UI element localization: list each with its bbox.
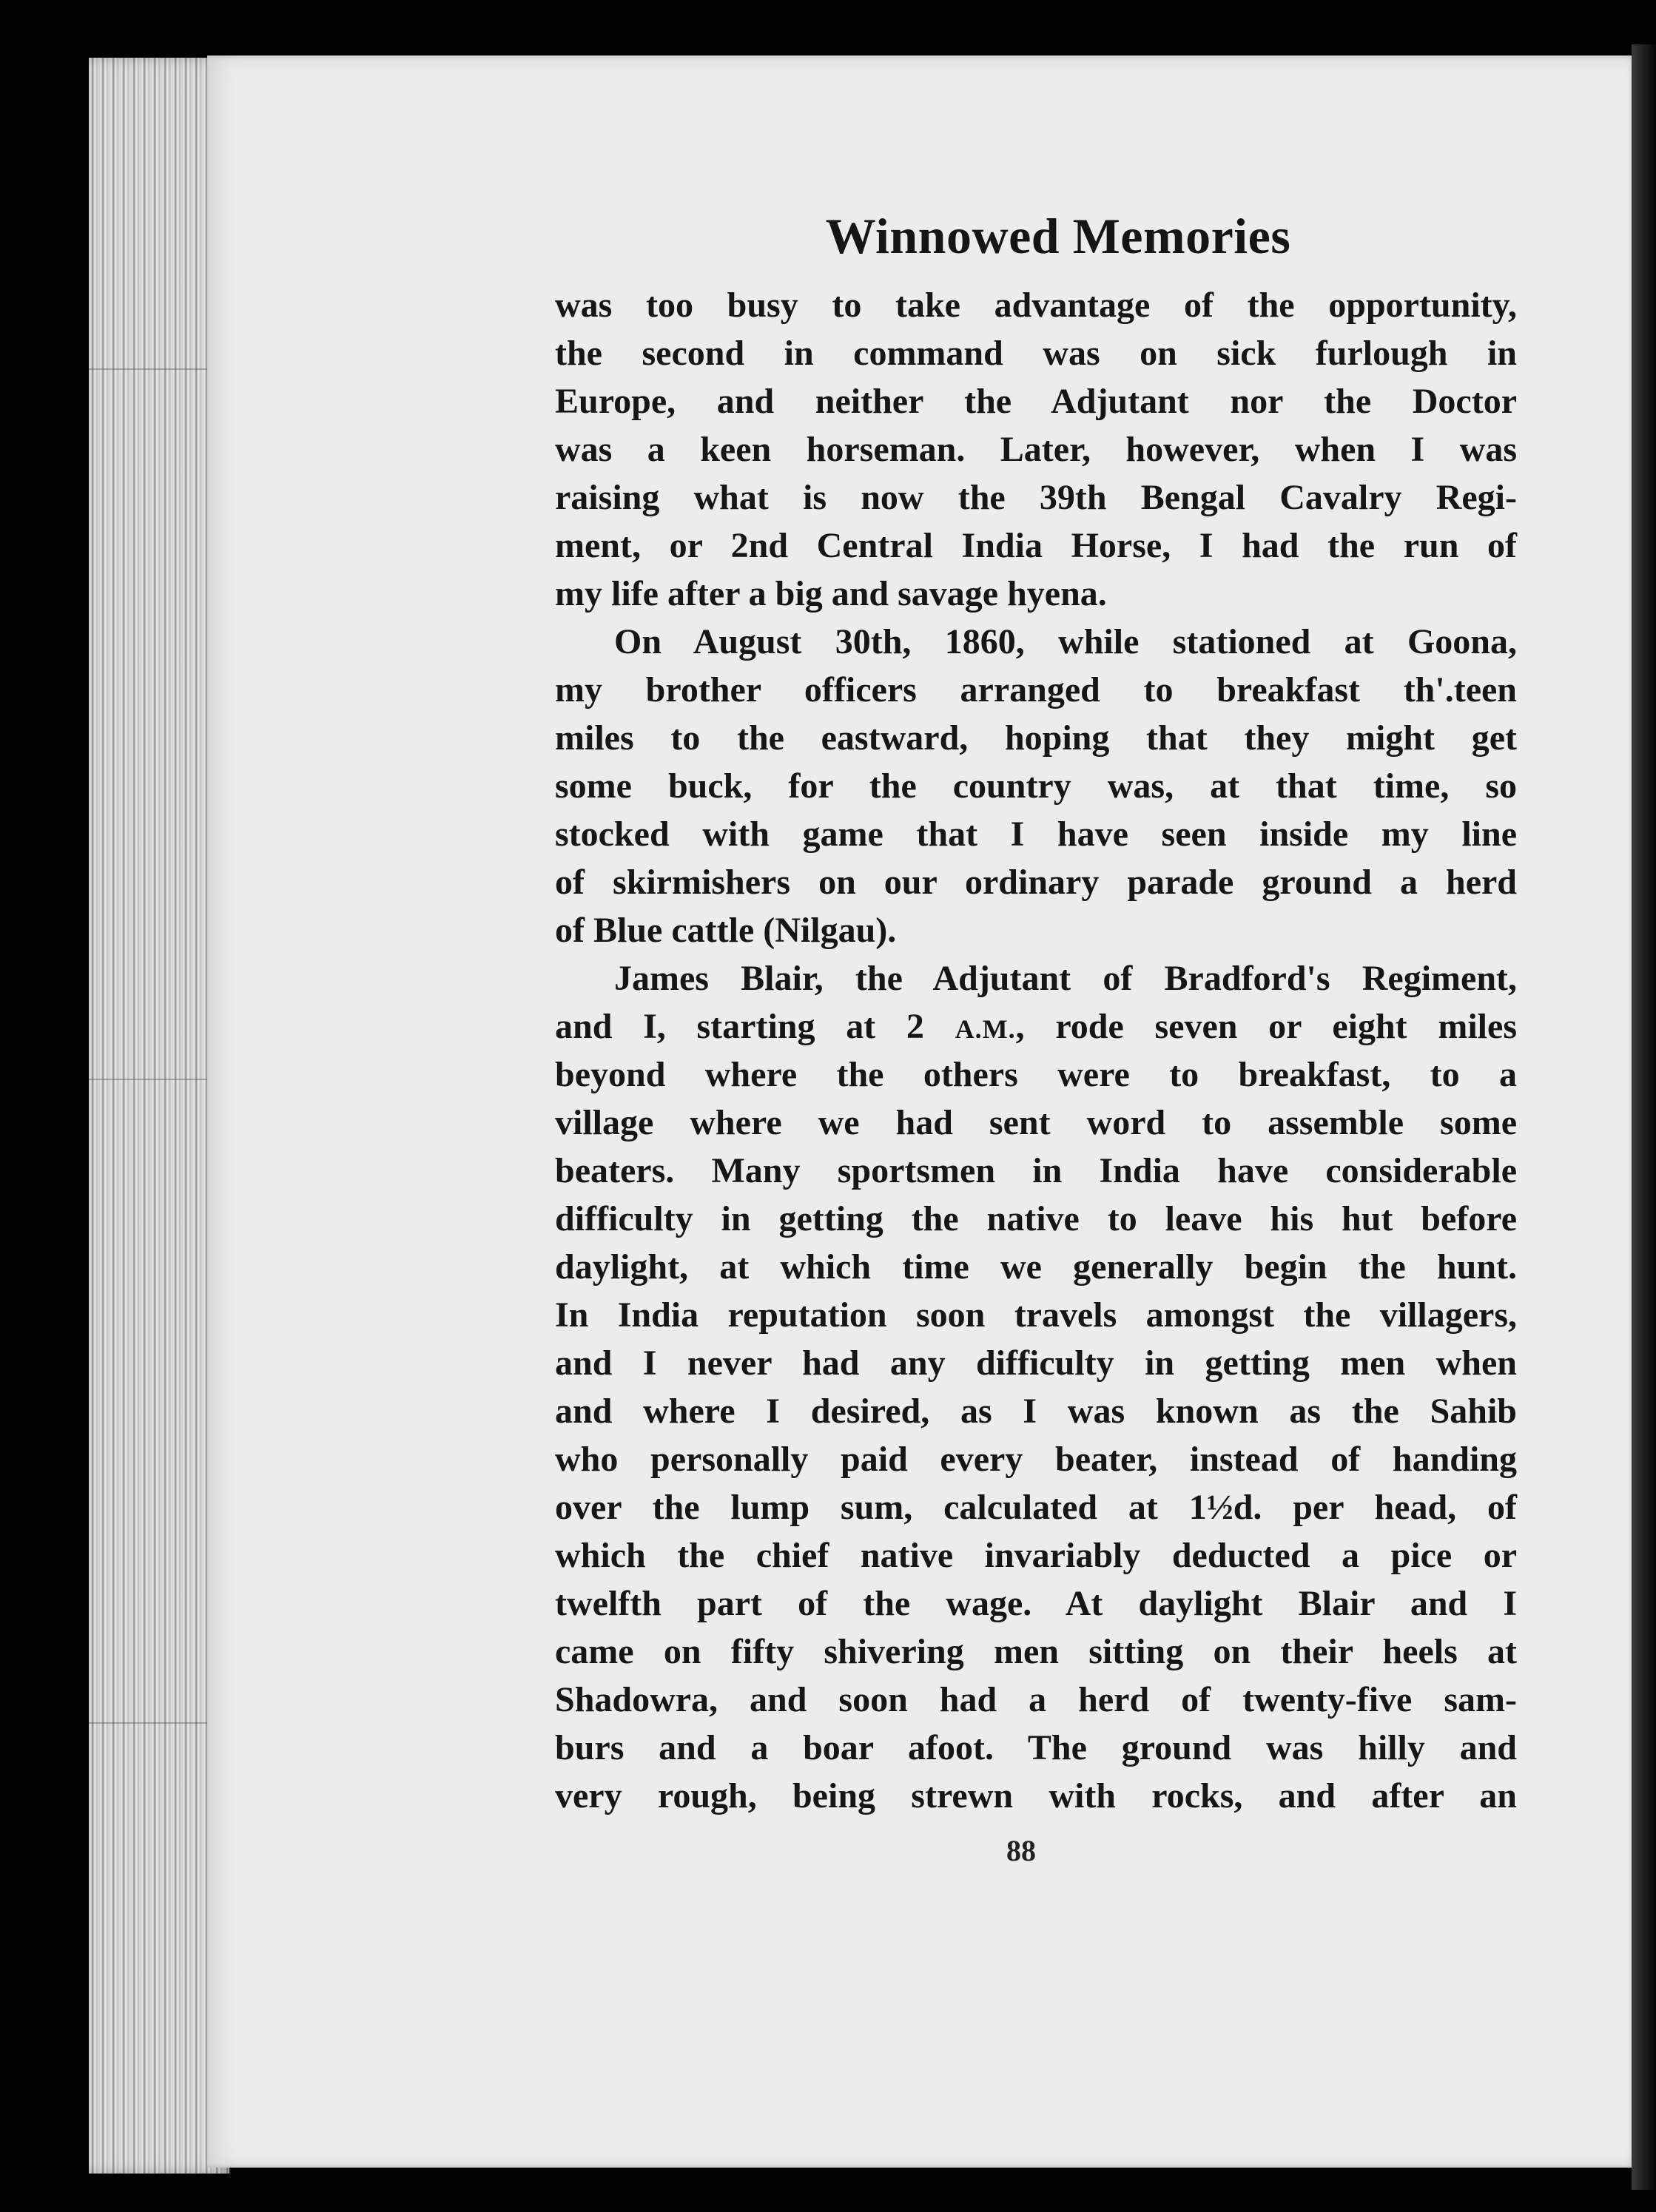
text-line: ment, or 2nd Central India Horse, I had the run of <box>555 526 1517 565</box>
text-line: raising what is now the 39th Bengal Cavalry Regi- <box>555 478 1517 517</box>
text-line: over the lump sum, calculated at 1½d. per head, of <box>555 1488 1517 1527</box>
text-line: On August 30th, 1860, while stationed at Goona, <box>614 622 1517 661</box>
text-line: difficulty in getting the native to leave his hut before <box>555 1199 1517 1238</box>
text-line: was too busy to take advantage of the opportunity, <box>555 286 1517 325</box>
text-line: came on fifty shivering men sitting on their heels at <box>555 1632 1517 1671</box>
text-line: the second in command was on sick furlough in <box>555 334 1517 373</box>
text-segment: and I, starting at 2 <box>555 1007 924 1046</box>
text-line: village where we had sent word to assemble some <box>555 1103 1517 1142</box>
text-line: Europe, and neither the Adjutant nor the Doctor <box>555 382 1517 421</box>
text-line <box>555 1002 1517 1051</box>
text-line: my life after a big and savage hyena. <box>555 574 1107 613</box>
text-line: and where I desired, as I was known as the Sahib <box>555 1392 1517 1431</box>
text-line: In India reputation soon travels amongst the villagers, <box>555 1295 1517 1335</box>
text-line: my brother officers arranged to breakfast th'.teen <box>555 670 1517 709</box>
small-caps-abbreviation: A.M. <box>955 1014 1016 1044</box>
text-line: daylight, at which time we generally begin the hunt. <box>555 1247 1517 1287</box>
text-line: of Blue cattle (Nilgau). <box>555 911 897 950</box>
body-text <box>555 281 1517 1820</box>
text-line: Shadowra, and soon had a herd of twenty-five sam- <box>555 1680 1517 1719</box>
page-number: 88 <box>1006 1834 1036 1867</box>
page-gutter-shadow <box>1632 44 1656 2190</box>
text-line: which the chief native invariably deducted a pice or <box>555 1536 1517 1575</box>
text-line: some buck, for the country was, at that time, so <box>555 766 1517 806</box>
text-line: was a keen horseman. Later, however, when I was <box>555 430 1517 469</box>
text-line: burs and a boar afoot. The ground was hilly and <box>555 1728 1517 1767</box>
text-line: miles to the eastward, hoping that they might get <box>555 718 1517 758</box>
text-line: of skirmishers on our ordinary parade ground a herd <box>555 863 1517 902</box>
text-line: twelfth part of the wage. At daylight Blair and I <box>555 1584 1517 1623</box>
text-line: beaters. Many sportsmen in India have considerable <box>555 1151 1517 1190</box>
text-line: very rough, being strewn with rocks, and after an <box>555 1776 1517 1815</box>
text-line: and I never had any difficulty in getting men when <box>555 1343 1517 1383</box>
text-line: stocked with game that I have seen inside my line <box>555 815 1517 854</box>
text-line: James Blair, the Adjutant of Bradford's Regiment, <box>614 959 1517 998</box>
running-head: Winnowed Memories <box>825 208 1291 264</box>
text-line: who personally paid every beater, instead of handing <box>555 1440 1517 1479</box>
text-segment: , rode seven or eight miles <box>1015 1007 1518 1046</box>
text-line: beyond where the others were to breakfast, to a <box>555 1055 1517 1094</box>
